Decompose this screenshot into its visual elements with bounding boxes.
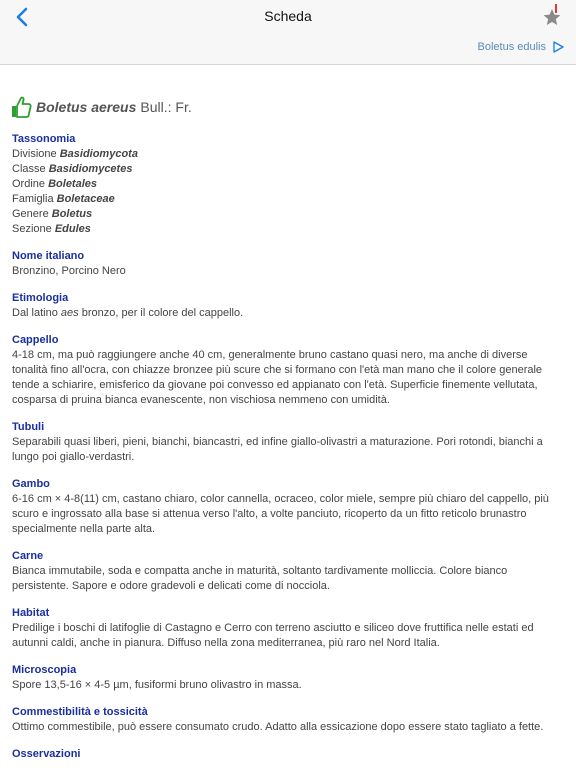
taxonomy-row xyxy=(12,222,564,237)
section-text xyxy=(12,306,564,321)
star-icon xyxy=(542,6,562,28)
species-name: Boletus aereus xyxy=(36,99,137,115)
taxonomy-label: Classe xyxy=(12,163,46,175)
triangle-right-icon xyxy=(552,41,564,53)
section-tubes xyxy=(12,420,564,465)
species-header xyxy=(12,92,564,122)
section-text: Spore 13,5-16 × 4-5 µm, fusiformi bruno olivastro in massa. xyxy=(12,679,302,691)
favorite-button[interactable] xyxy=(542,6,562,28)
section-heading: Etimologia xyxy=(12,292,69,304)
section-heading: Osservazioni xyxy=(12,748,81,760)
taxonomy-value: Basidiomycetes xyxy=(48,163,133,175)
next-species-label: Boletus edulis xyxy=(477,41,546,53)
section-etymology xyxy=(12,291,564,321)
section-text: Bianca immutabile, soda e compatta anche in maturità, soltanto tardivamente molliccia. Colore bianco persistente. Sapore e odore gradevoli e delicati come di nocciola. xyxy=(12,565,508,592)
taxonomy-label: Sezione xyxy=(12,223,52,235)
species-author: Bull.: Fr. xyxy=(140,99,192,115)
section-text: 4-18 cm, ma può raggiungere anche 40 cm, generalmente bruno castano quasi nero, ma anche di diverse tonalità fino all'ocra, con chiazze bronzee più scure che si formano con l'età man mano che il colore generale tende a schiarire, emisferico da giovane poi convesso ed appianato con l'età. Superficie finemente vellutata, cosparsa di pruina bianca evanescente, non vischiosa nemmeno con umidità. xyxy=(12,349,543,406)
section-heading: Tubuli xyxy=(12,421,45,433)
page-title: Scheda xyxy=(264,8,312,24)
taxonomy-value: Boletaceae xyxy=(56,193,115,205)
section-heading: Carne xyxy=(12,550,44,562)
taxonomy-value: Basidiomycota xyxy=(59,148,138,160)
taxonomy-value: Boletus xyxy=(51,208,93,220)
section-text: Predilige i boschi di latifoglie di Castagno e Cerro con terreno asciutto e siliceo dove fruttifica nelle estati ed autunni caldi, anche in pianura. Diffuso nella zona mediterranea, più raro nel Nord Italia. xyxy=(12,622,534,649)
taxonomy-label: Genere xyxy=(12,208,49,220)
taxonomy-row xyxy=(12,207,564,222)
section-heading: Tassonomia xyxy=(12,133,76,145)
section-cap xyxy=(12,333,564,408)
taxonomy-label: Ordine xyxy=(12,178,46,190)
section-heading: Commestibilità e tossicità xyxy=(12,706,148,718)
section-habitat xyxy=(12,606,564,651)
taxonomy-label: Divisione xyxy=(12,148,57,160)
section-heading: Nome italiano xyxy=(12,250,85,262)
section-text: Bronzino, Porcino Nero xyxy=(12,265,126,277)
taxonomy-row xyxy=(12,177,564,192)
taxonomy-row xyxy=(12,162,564,177)
etymology-text: Dal latino xyxy=(12,307,61,319)
species-sheet xyxy=(12,92,564,774)
taxonomy-label: Famiglia xyxy=(12,193,54,205)
section-notes xyxy=(12,747,564,762)
etymology-text: bronzo, per il colore del cappello. xyxy=(78,307,244,319)
section-heading: Microscopia xyxy=(12,664,77,676)
next-species-link[interactable] xyxy=(478,41,565,53)
section-italian-name xyxy=(12,249,564,279)
section-flesh xyxy=(12,549,564,594)
section-edibility xyxy=(12,705,564,735)
next-record-bar xyxy=(0,34,576,65)
taxonomy-value: Boletales xyxy=(48,178,98,190)
section-text: Separabili quasi liberi, pieni, bianchi, biancastri, ed infine giallo-olivastri a maturazione. Pori rotondi, bianchi a lungo poi giallo-verdastri. xyxy=(12,436,543,463)
section-heading: Gambo xyxy=(12,478,50,490)
section-taxonomy xyxy=(12,132,564,237)
section-heading: Cappello xyxy=(12,334,59,346)
section-microscopy xyxy=(12,663,564,693)
section-text: Ottimo commestibile, può essere consumato crudo. Adatto alla essicazione dopo essere stato tagliato a fette. xyxy=(12,721,544,733)
navigation-bar xyxy=(0,0,576,34)
taxonomy-row xyxy=(12,192,564,207)
section-text: 6-16 cm × 4-8(11) cm, castano chiaro, color cannella, ocraceo, color miele, sempre più chiaro del cappello, più scuro e ingrossato alla base si attenua verso l'alto, a volte panciuto, ricoperto da un fitto reticolo brunastro specialmente nella parte alta. xyxy=(12,493,549,535)
thumbs-up-icon xyxy=(10,95,32,119)
section-stem xyxy=(12,477,564,537)
etymology-latin-word: aes xyxy=(60,307,79,319)
taxonomy-value: Edules xyxy=(54,223,91,235)
section-heading: Habitat xyxy=(12,607,50,619)
taxonomy-row xyxy=(12,147,564,162)
